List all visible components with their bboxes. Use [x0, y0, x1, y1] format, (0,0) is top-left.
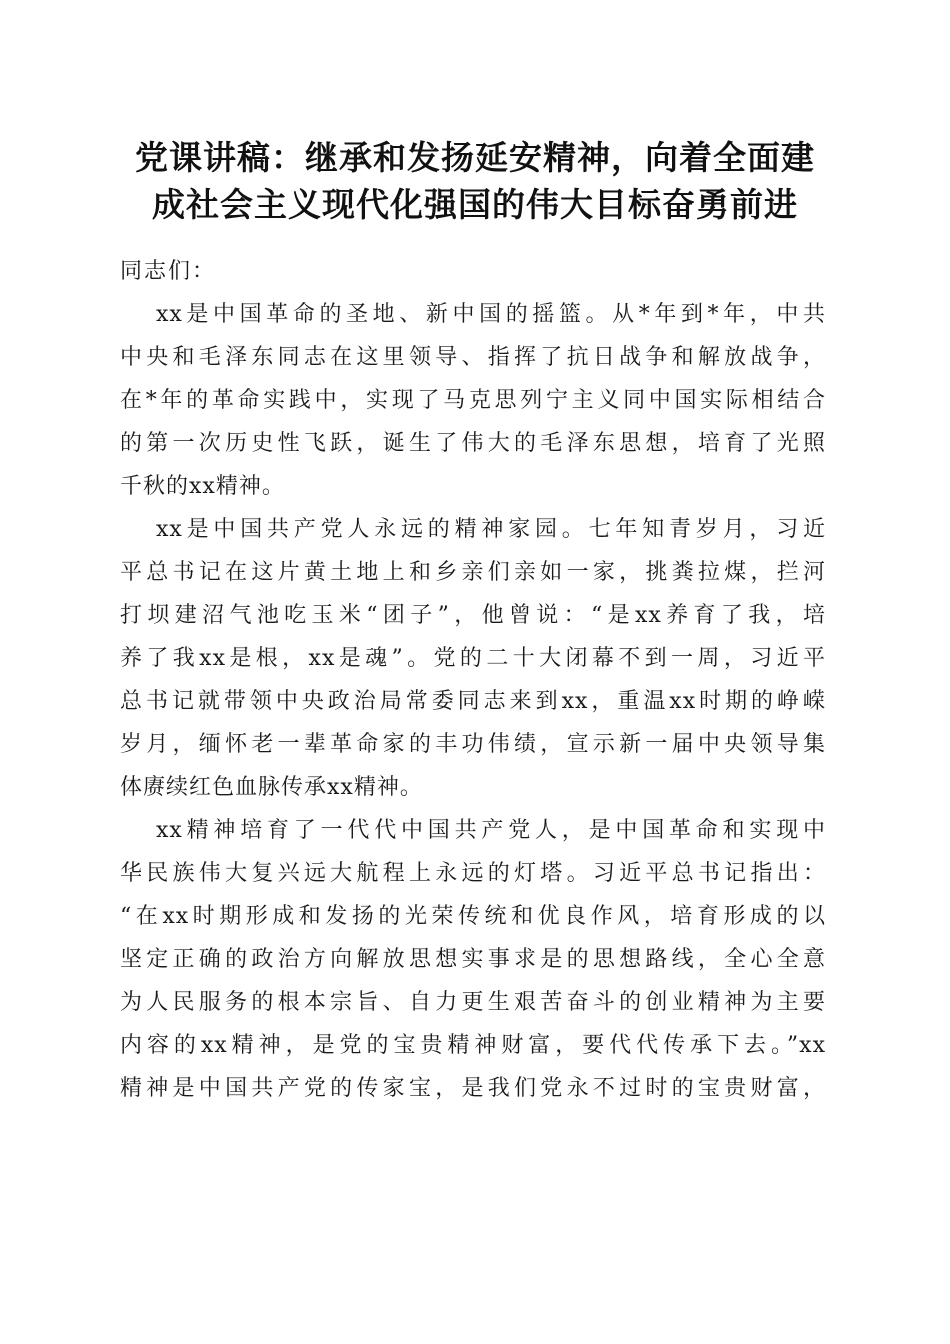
paragraph-line: xx是中国革命的圣地、新中国的摇篮。从*年到*年，中共	[156, 302, 826, 327]
paragraph-1	[120, 293, 826, 508]
paragraph-line: xx是中国共产党人永远的精神家园。七年知青岁月，习近	[156, 517, 826, 542]
paragraph-line: 中央和毛泽东同志在这里领导、指挥了抗日战争和解放战争，	[120, 345, 826, 370]
paragraph-line: 为人民服务的根本宗旨、自力更生艰苦奋斗的创业精神为主要	[120, 990, 826, 1015]
paragraph-line: 打坝建沼气池吃玉米“团子”，他曾说：“是xx养育了我，培	[120, 603, 826, 628]
paragraph-2	[120, 508, 826, 809]
paragraph-line: 养了我xx是根，xx是魂”。党的二十大闭幕不到一周，习近平	[120, 646, 826, 671]
paragraph-line: 坚定正确的政治方向解放思想实事求是的思想路线，全心全意	[120, 947, 826, 972]
paragraph-line: 华民族伟大复兴远大航程上永远的灯塔。习近平总书记指出：	[120, 861, 826, 886]
paragraph-3	[120, 809, 826, 1110]
paragraph-line: 内容的xx精神，是党的宝贵精神财富，要代代传承下去。”xx	[120, 1033, 826, 1058]
paragraph-line: 的第一次历史性飞跃，诞生了伟大的毛泽东思想，培育了光照	[120, 431, 826, 456]
paragraph-line: 体赓续红色血脉传承xx精神。	[120, 775, 423, 800]
document-body	[120, 250, 826, 1110]
paragraph-line: 平总书记在这片黄土地上和乡亲们亲如一家，挑粪拉煤，拦河	[120, 560, 826, 585]
paragraph-line: 岁月，缅怀老一辈革命家的丰功伟绩，宣示新一届中央领导集	[120, 732, 826, 757]
paragraph-line: 千秋的xx精神。	[120, 474, 285, 499]
paragraph-line: 总书记就带领中央政治局常委同志来到xx，重温xx时期的峥嵘	[120, 689, 826, 714]
document-title	[110, 134, 840, 228]
paragraph-line: xx精神培育了一代代中国共产党人，是中国革命和实现中	[156, 818, 826, 843]
salutation: 同志们：	[120, 259, 217, 284]
title-line-2: 成社会主义现代化强国的伟大目标奋勇前进	[152, 185, 798, 224]
paragraph-line: 精神是中国共产党的传家宝，是我们党永不过时的宝贵财富，	[120, 1076, 826, 1101]
title-line-1: 党课讲稿：继承和发扬延安精神，向着全面建	[135, 138, 815, 177]
paragraph-line: “在xx时期形成和发扬的光荣传统和优良作风，培育形成的以	[120, 904, 826, 929]
paragraph-line: 在*年的革命实践中，实现了马克思列宁主义同中国实际相结合	[120, 388, 826, 413]
